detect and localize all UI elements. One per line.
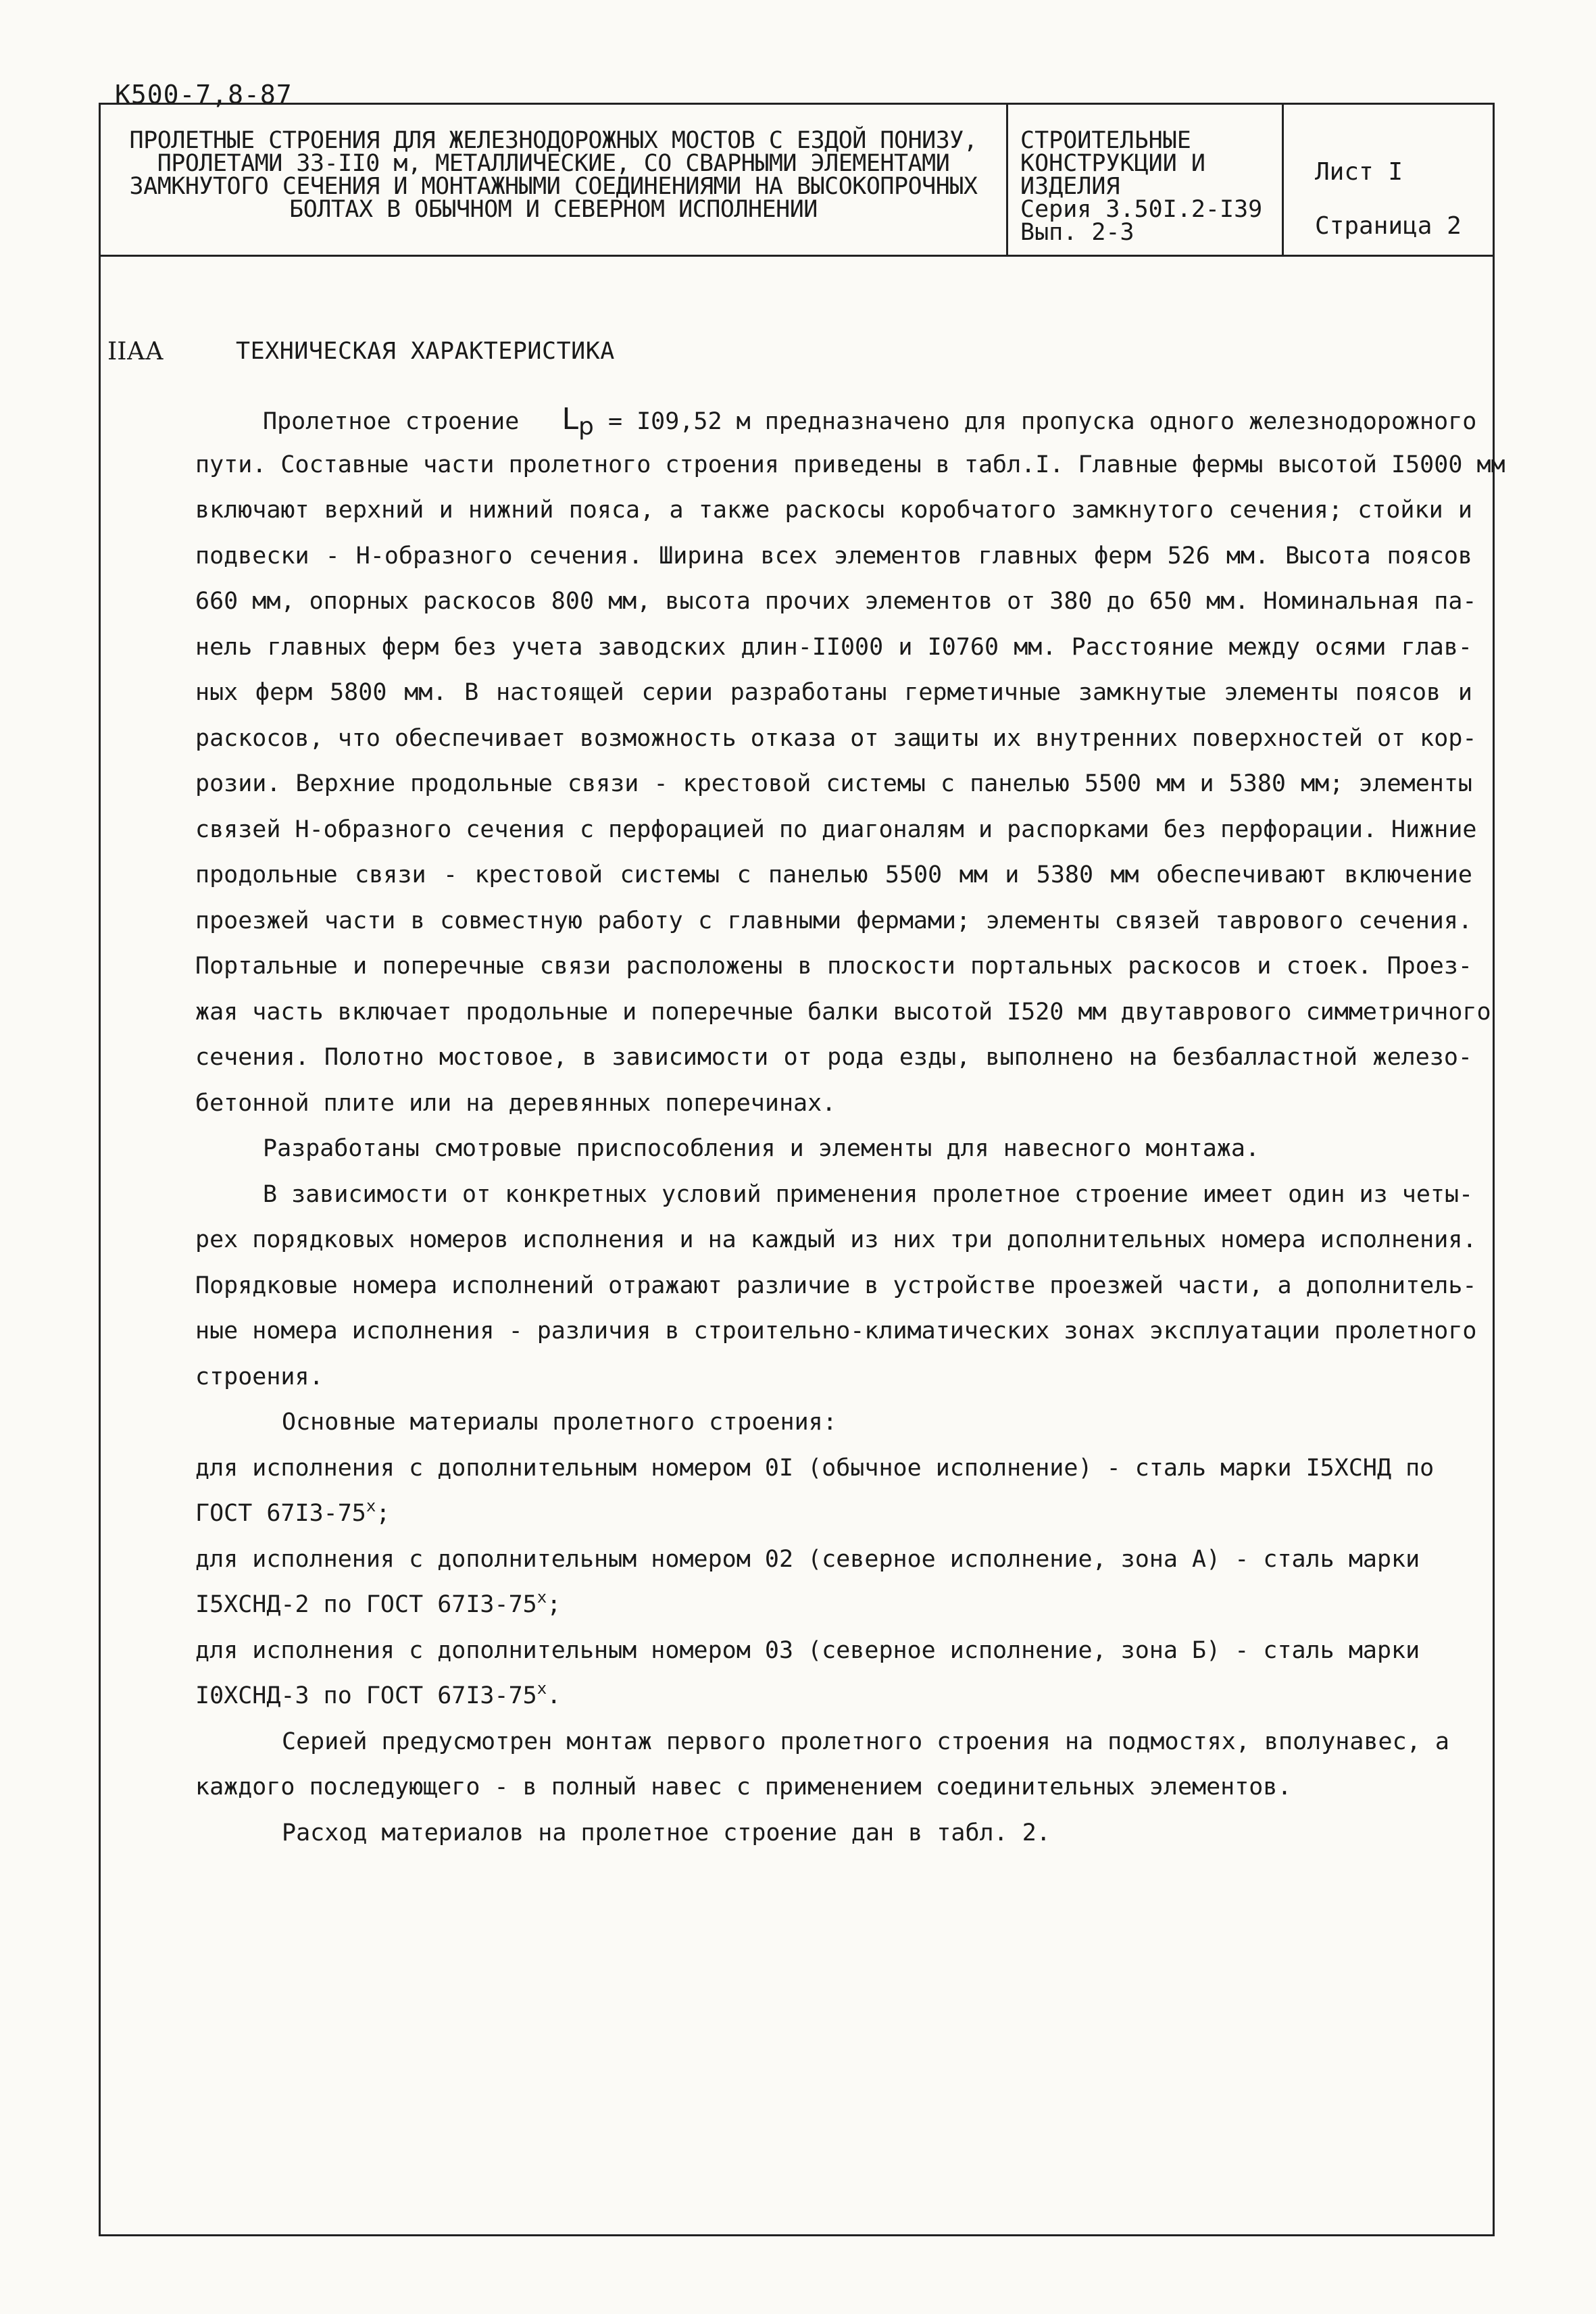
text-run: Пролетное строение — [263, 408, 520, 435]
series-info — [1020, 129, 1262, 244]
text-run: = I09,52 м предназначено для пропуска одного железнодорожного — [607, 408, 1477, 435]
title-line: ЗАМКНУТОГО СЕЧЕНИЯ И МОНТАЖНЫМИ СОЕДИНЕНИЯМИ НА ВЫСОКОПРОЧНЫХ — [129, 173, 978, 200]
paragraph-line: В зависимости от конкретных условий применения пролетное строение имеет один из четы- — [263, 1180, 1474, 1208]
paragraph-line: раскосов, что обеспечивает возможность отказа от защиты их внутренних поверхностей от кор- — [195, 724, 1477, 752]
section-title: ТЕХНИЧЕСКАЯ ХАРАКТЕРИСТИКА — [236, 338, 615, 365]
paragraph-line: подвески - Н-образного сечения. Ширина всех элементов главных ферм 526 мм. Высота поясов — [195, 542, 1472, 570]
paragraph-line: проезжей части в совместную работу с главными фермами; элементы связей таврового сечения. — [195, 907, 1472, 934]
paragraph-line: нель главных ферм без учета заводских длин-II000 и I0760 мм. Расстояние между осями глав- — [195, 633, 1472, 661]
paragraph-line: бетонной плите или на деревянных поперечинах. — [195, 1089, 837, 1117]
span-length-symbol: $L_p$ — [562, 402, 594, 441]
material-line: I5ХСНД-2 по ГОСТ $67I3-75^х$; — [195, 1588, 562, 1618]
document-code: К500-7,8-87 — [115, 80, 293, 109]
paragraph-line: ные номера исполнения - различия в строительно-климатических зонах эксплуатации пролетного — [195, 1317, 1477, 1344]
material-line: для исполнения с дополнительным номером 0I (обычное исполнение) - сталь марки I5ХСНД по — [195, 1454, 1435, 1482]
superscript-mark: х — [366, 1496, 376, 1515]
material-line: для исполнения с дополнительным номером 03 (северное исполнение, зона Б) - сталь марки — [195, 1636, 1420, 1664]
paragraph-line: сечения. Полотно мостовое, в зависимости от рода езды, выполнено на безбалластной железо- — [195, 1044, 1472, 1071]
paragraph-line — [195, 397, 1477, 443]
series-line: ИЗДЕЛИЯ — [1020, 173, 1120, 200]
paragraph-line: Портальные и поперечные связи расположены в плоскости портальных раскосов и стоек. Проез- — [195, 953, 1472, 980]
document-body — [195, 397, 1505, 1856]
series-line: Серия 3.50I.2-I39 — [1020, 196, 1263, 223]
paragraph-line: связей Н-образного сечения с перфорацией по диагоналям и распорками без перфорации. Нижние — [195, 815, 1477, 843]
series-line: Вып. 2-3 — [1020, 219, 1134, 246]
material-line: для исполнения с дополнительным номером 02 (северное исполнение, зона А) - сталь марки — [195, 1545, 1420, 1573]
sheet-info — [1315, 145, 1462, 253]
title-block — [101, 105, 1493, 257]
paragraph-line: Расход материалов на пролетное строение дан в табл. 2. — [282, 1819, 1051, 1846]
page-number: Страница 2 — [1315, 212, 1462, 240]
superscript-mark: х — [537, 1679, 547, 1698]
series-line: КОНСТРУКЦИИ И — [1020, 150, 1205, 177]
title-line: ПРОЛЕТАМИ 33-II0 м, МЕТАЛЛИЧЕСКИЕ, СО СВАРНЫМИ ЭЛЕМЕНТАМИ — [157, 150, 950, 177]
paragraph-line: рех порядковых номеров исполнения и на каждый из них три дополнительных номера исполнения. — [195, 1226, 1477, 1253]
paragraph-line: каждого последующего - в полный навес с применением соединительных элементов. — [195, 1774, 1292, 1801]
paragraph-line: Порядковые номера исполнений отражают различие в устройстве проезжей части, а дополнитель- — [195, 1272, 1477, 1299]
paragraph-line: 660 мм, опорных раскосов 800 мм, высота прочих элементов от 380 до 650 мм. Номинальная па- — [195, 588, 1477, 615]
paragraph-line: Серией предусмотрен монтаж первого пролетного строения на подмостях, вполунавес, а — [282, 1728, 1449, 1755]
paragraph-line: Основные материалы пролетного строения: — [282, 1409, 837, 1436]
paragraph-line: строения. — [195, 1363, 324, 1390]
sheet-cell — [1284, 105, 1493, 255]
paragraph-line: продольные связи - крестовой системы с панелью 5500 мм и 5380 мм обеспечивают включение — [195, 861, 1472, 888]
paragraph-line: пути. Составные части пролетного строения приведены в табл.I. Главные фермы высотой I5000 мм — [195, 451, 1505, 478]
title-line: БОЛТАХ В ОБЫЧНОМ И СЕВЕРНОМ ИСПОЛНЕНИИ — [289, 196, 818, 223]
paragraph-line: Разработаны смотровые приспособления и элементы для навесного монтажа. — [263, 1135, 1260, 1162]
paragraph-line: ных ферм 5800 мм. В настоящей серии разработаны герметичные замкнутые элементы поясов и — [195, 679, 1472, 706]
material-line: ГОСТ $67I3-75^х$; — [195, 1496, 391, 1527]
document-title — [101, 129, 1006, 221]
document-frame — [99, 103, 1505, 2236]
paragraph-line: жая часть включает продольные и поперечные балки высотой I520 мм двутаврового симметричного — [195, 998, 1491, 1026]
material-line: I0ХСНД-3 по ГОСТ $67I3-75^х$. — [195, 1679, 562, 1709]
title-line: ПРОЛЕТНЫЕ СТРОЕНИЯ ДЛЯ ЖЕЛЕЗНОДОРОЖНЫХ МОСТОВ С ЕЗДОЙ ПОНИЗУ, — [129, 127, 978, 154]
series-cell — [1008, 105, 1284, 255]
paragraph-line: включают верхний и нижний пояса, а также раскосы коробчатого замкнутого сечения; стойки и — [195, 497, 1472, 524]
superscript-mark: х — [537, 1588, 547, 1607]
title-cell — [101, 105, 1008, 255]
sheet-number: Лист I — [1315, 158, 1403, 186]
section-code: IIАА — [107, 338, 164, 366]
paragraph-line: розии. Верхние продольные связи - крестовой системы с панелью 5500 мм и 5380 мм; элементы — [195, 770, 1472, 797]
series-line: СТРОИТЕЛЬНЫЕ — [1020, 127, 1191, 154]
